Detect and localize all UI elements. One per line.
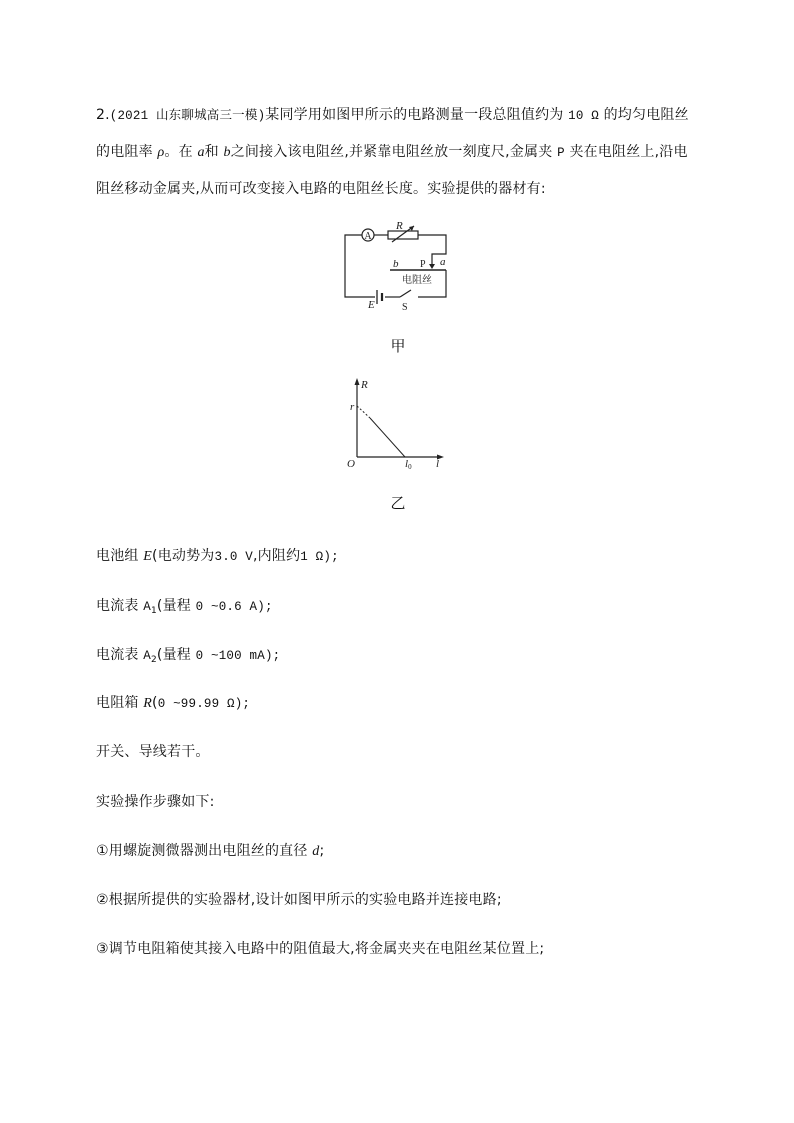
step-marker: ②: [96, 892, 109, 908]
question-line-1: [96, 106, 689, 125]
l0-label: l0: [405, 458, 412, 471]
step-text: 用螺旋测微器测出电阻丝的直径: [108, 843, 308, 859]
equipment-text: (量程: [156, 647, 191, 663]
punctuation: );: [323, 550, 339, 564]
equipment-ammeter-1: [96, 597, 273, 620]
step-marker: ①: [96, 843, 109, 859]
equipment-symbol: R: [143, 696, 153, 711]
origin-label: O: [347, 458, 355, 470]
var-P: P: [557, 146, 565, 160]
steps-header: 实验操作步骤如下:: [96, 794, 215, 810]
figure-caption-yi: 乙: [390, 494, 406, 512]
step-1: [96, 842, 324, 861]
switch-label: S: [402, 302, 408, 313]
range-value: 0 ~100 mA: [195, 649, 265, 663]
punctuation: );: [234, 697, 251, 711]
circuit-diagram: [330, 215, 465, 315]
rho-symbol: ρ: [157, 145, 165, 160]
resistor-label: R: [396, 220, 403, 232]
var-b: b: [223, 145, 231, 160]
internal-resistance-value: 1 Ω: [300, 550, 324, 564]
label-b: b: [393, 258, 399, 270]
equipment-text: (量程: [156, 598, 191, 614]
wire-label: 电阻丝: [402, 275, 432, 286]
figure-caption-jia: 甲: [390, 337, 406, 355]
var-a: a: [197, 145, 205, 160]
label-a: a: [440, 256, 446, 268]
step-text: 根据所提供的实验器材,设计如图甲所示的实验电路并连接电路;: [108, 892, 502, 908]
question-number: 2.: [96, 107, 110, 123]
equipment-text: (电动势为: [152, 548, 215, 564]
equipment-name: 电池组: [96, 548, 139, 564]
subscript: 1: [150, 606, 157, 616]
rheostat-box: [388, 231, 418, 239]
question-line-2: [96, 143, 688, 162]
equipment-text: 开关、导线若干。: [96, 744, 210, 760]
question-source: (2021 山东聊城高三一模): [109, 109, 266, 123]
emf-value: 3.0 V: [214, 550, 254, 564]
equipment-text: (: [152, 695, 158, 711]
equipment-name: 电阻箱: [96, 695, 139, 711]
resistance-value: 10 Ω: [568, 109, 599, 123]
equipment-symbol: E: [143, 549, 153, 564]
equipment-symbol: A: [143, 649, 151, 663]
equipment-name: 电流表: [96, 598, 139, 614]
step-2: [96, 891, 502, 909]
x-axis-label: l: [436, 458, 440, 470]
equipment-resistance-box: [96, 694, 250, 713]
punctuation: );: [257, 600, 273, 614]
range-value: 0 ~0.6 A: [195, 600, 258, 614]
diameter-symbol: d: [312, 844, 320, 859]
question-text: 之间接入该电阻丝,并紧靠电阻丝放一刻度尺,金属夹: [230, 144, 553, 160]
question-line-3: [96, 180, 546, 198]
equipment-symbol: A: [143, 600, 151, 614]
ammeter-label: A: [364, 231, 372, 242]
question-text: 和: [204, 144, 219, 160]
subscript: 2: [150, 655, 157, 665]
step-3: [96, 940, 544, 958]
r-l-line: [370, 418, 405, 457]
question-text: 夹在电阻丝上,沿电: [569, 144, 688, 160]
equipment-switch-wires: [96, 743, 210, 761]
r-intercept-label: r: [350, 401, 355, 413]
equipment-battery: [96, 547, 339, 566]
question-text: 的电阻率: [96, 144, 153, 160]
battery-label: E: [368, 299, 375, 311]
r-l-graph: [340, 375, 450, 475]
equipment-text: ,内阻约: [253, 548, 301, 564]
y-axis-label: R: [361, 379, 368, 391]
punctuation: );: [264, 649, 281, 663]
equipment-name: 电流表: [96, 647, 139, 663]
question-text: 阻丝移动金属夹,从而可改变接入电路的电阻丝长度。实验提供的器材有:: [96, 181, 546, 197]
label-P: P: [420, 259, 426, 270]
wire-left: [345, 235, 375, 297]
step-text: 调节电阻箱使其接入电路中的阻值最大,将金属夹夹在电阻丝某位置上;: [108, 941, 545, 957]
question-text: 的均匀电阻丝: [603, 107, 689, 123]
step-marker: ③: [96, 941, 109, 957]
punctuation: ;: [319, 843, 325, 859]
equipment-ammeter-2: [96, 646, 280, 669]
range-value: 0 ~99.99 Ω: [157, 697, 235, 711]
question-text: 某同学用如图甲所示的电路测量一段总阻值约为: [265, 107, 564, 123]
question-text: 。在: [164, 144, 193, 160]
